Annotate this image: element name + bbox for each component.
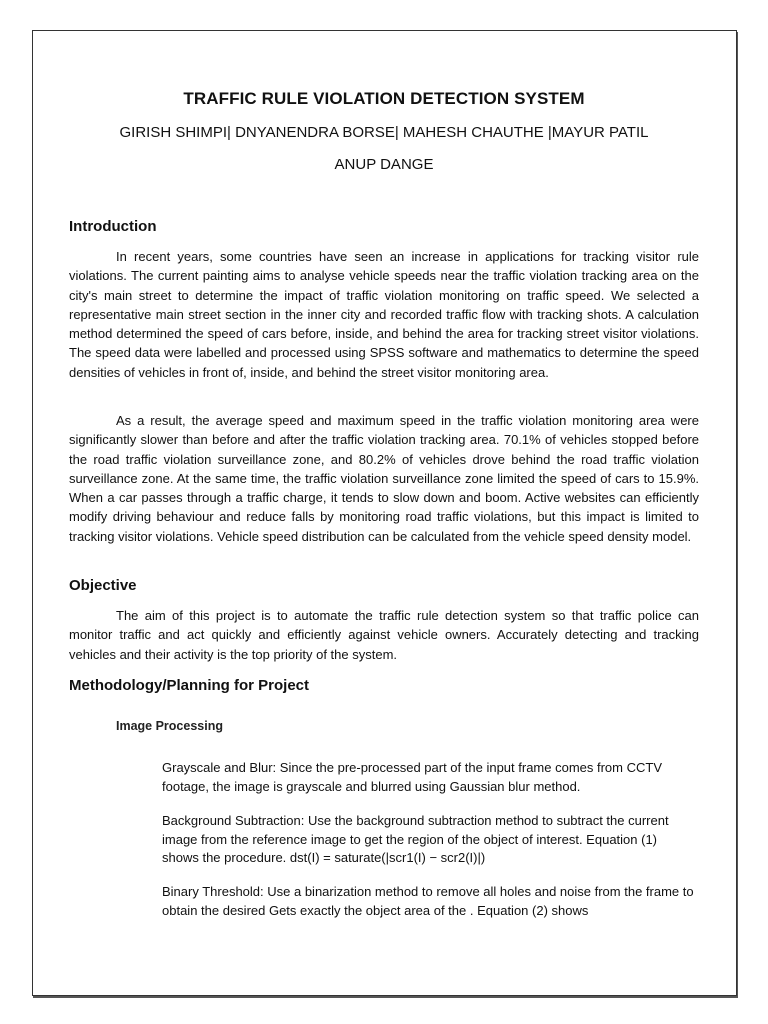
grayscale-blur-item: Grayscale and Blur: Since the pre-processed part of the input frame comes from CCTV footage, the image is grayscale and blurred using Gaussian blur method.: [162, 760, 662, 794]
introduction-heading: Introduction: [69, 218, 157, 235]
binary-threshold-item: Binary Threshold: Use a binarization method to remove all holes and noise from the frame to obtain the desired Gets exactly the object area of the . Equation (2) shows: [162, 884, 694, 918]
image-processing-subheading: Image Processing: [116, 719, 223, 733]
document-title: TRAFFIC RULE VIOLATION DETECTION SYSTEM: [183, 89, 585, 108]
authors-line-1: GIRISH SHIMPI| DNYANENDRA BORSE| MAHESH CHAUTHE |MAYUR PATIL: [119, 124, 649, 141]
introduction-paragraph-1: In recent years, some countries have seen an increase in applications for tracking visitor rule violations. The current painting aims to analyse vehicle speeds near the traffic violation tracking area on the city's main street to determine the impact of traffic violation monitoring on traffic speed. We selected a representative main street section in the inner city and recorded traffic flow with tracking shots. A calculation method determined the speed of cars before, inside, and behind the area for tracking street visitor violations. The speed data were labelled and processed using SPSS software and mathematics to determine the speed densities of vehicles in front of, inside, and behind the street visitor monitoring area.: [69, 249, 699, 380]
authors-line-2: ANUP DANGE: [334, 156, 434, 173]
methodology-heading: Methodology/Planning for Project: [69, 677, 309, 694]
objective-paragraph: The aim of this project is to automate the traffic rule detection system so that traffic police can monitor traffic and act quickly and efficiently against vehicle owners. Accurately detecting and tracking vehicles and their activity is the top priority of the system.: [69, 608, 699, 662]
background-subtraction-item: Background Subtraction: Use the background subtraction method to subtract the current image from the reference image to get the region of the object of interest. Equation (1) shows the procedure. dst(I) = saturate(|scr1(I) − scr2(I)|): [162, 813, 669, 865]
objective-heading: Objective: [69, 577, 137, 594]
introduction-paragraph-2: As a result, the average speed and maximum speed in the traffic violation monitoring area were significantly slower than before and after the traffic violation tracking area. 70.1% of vehicles stopped before the road traffic violation surveillance zone, and 80.2% of vehicles drove behind the road traffic violation surveillance zone. At the same time, the traffic violation surveillance zone limited the speed of cars to 15.9%. When a car passes through a traffic charge, it tends to slow down and boom. Active websites can efficiently modify driving behaviour and reduce falls by monitoring road traffic violations, but this impact is limited to tracking visitor violations. Vehicle speed distribution can be calculated from the vehicle speed density model.: [69, 413, 699, 544]
